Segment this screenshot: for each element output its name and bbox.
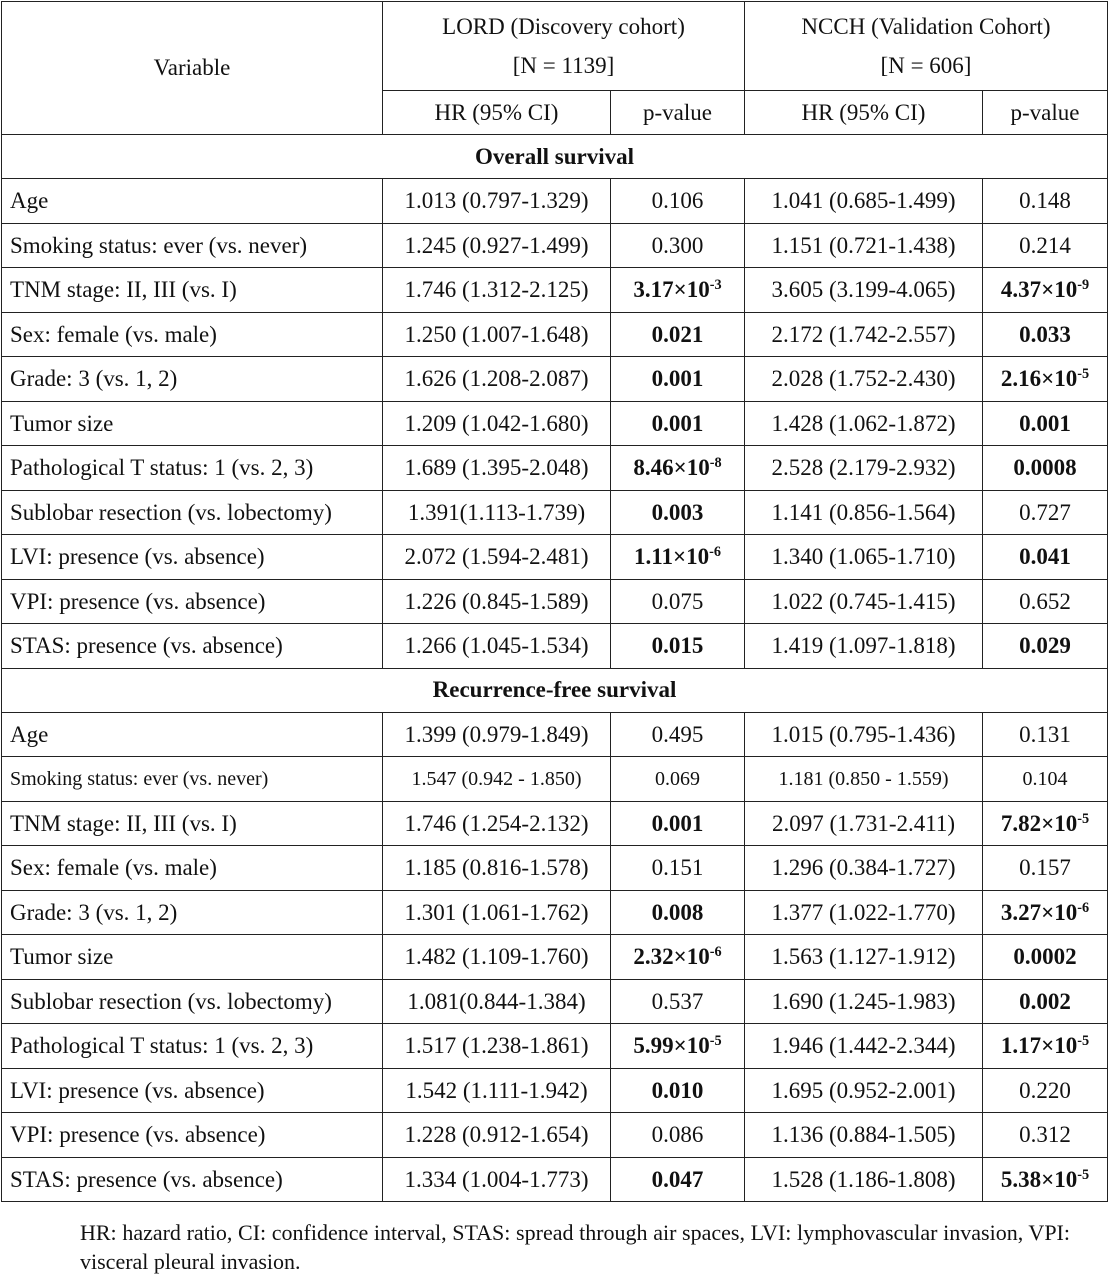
ncch-p-exponent: -5 [1077, 810, 1090, 827]
ncch-p-value [983, 490, 1108, 535]
ncch-hr-cell: 2.028 (1.752-2.430) [745, 357, 983, 402]
ncch-p-value-text: 0.727 [1019, 499, 1071, 525]
ncch-p-value [983, 446, 1108, 491]
lord-hr-cell: 1.746 (1.254-2.132) [383, 801, 611, 846]
ncch-hr-cell: 1.022 (0.745-1.415) [745, 579, 983, 624]
variable-cell: Sublobar resection (vs. lobectomy) [2, 979, 383, 1024]
lord-p-value-text: 1.11×10 [634, 544, 710, 570]
ncch-p-exponent: -5 [1077, 1033, 1090, 1050]
lord-p-value [611, 1113, 745, 1158]
table-row [2, 935, 1108, 980]
variable-cell: Sublobar resection (vs. lobectomy) [2, 490, 383, 535]
lord-p-value-text: 0.300 [651, 232, 704, 258]
variable-cell: VPI: presence (vs. absence) [2, 1113, 383, 1158]
ncch-hr-cell: 1.563 (1.127-1.912) [745, 935, 983, 980]
ncch-p-exponent: -6 [1077, 899, 1090, 916]
variable-cell: Age [2, 179, 383, 224]
lord-p-value [611, 1068, 745, 1113]
ncch-p-value-text: 0.029 [1019, 633, 1071, 659]
table-row [2, 401, 1108, 446]
variable-cell: STAS: presence (vs. absence) [2, 624, 383, 669]
ncch-cohort-n: [N = 606] [880, 53, 972, 78]
ncch-p-value [983, 757, 1108, 802]
section-title: Overall survival [2, 135, 1108, 179]
lord-hr-cell: 1.266 (1.045-1.534) [383, 624, 611, 669]
ncch-hr-cell: 1.181 (0.850 - 1.559) [745, 757, 983, 802]
lord-p-value-text: 0.001 [651, 810, 704, 836]
variable-cell: LVI: presence (vs. absence) [2, 535, 383, 580]
table-row [2, 624, 1108, 669]
ncch-p-exponent: -5 [1077, 366, 1090, 383]
lord-hr-cell: 1.517 (1.238-1.861) [383, 1024, 611, 1069]
lord-p-value [611, 757, 745, 802]
table-row [2, 712, 1108, 757]
table-row [2, 757, 1108, 802]
variable-cell: TNM stage: II, III (vs. I) [2, 268, 383, 313]
lord-p-exponent: -3 [709, 277, 722, 294]
ncch-p-value-text: 3.27×10 [1000, 899, 1078, 925]
ncch-p-value [983, 801, 1108, 846]
hazard-ratio-table [1, 1, 1108, 1202]
table-footnote: HR: hazard ratio, CI: confidence interval, STAS: spread through air spaces, LVI: lymphovascular invasion, VPI: visceral pleural invasion. [80, 1220, 1070, 1274]
ncch-hr-cell: 1.695 (0.952-2.001) [745, 1068, 983, 1113]
table-row [2, 579, 1108, 624]
ncch-p-value [983, 1113, 1108, 1158]
ncch-p-value [983, 357, 1108, 402]
lord-hr-cell: 1.245 (0.927-1.499) [383, 223, 611, 268]
lord-cohort-header [383, 2, 745, 91]
lord-p-value-text: 8.46×10 [633, 455, 710, 481]
lord-p-value-text: 3.17×10 [633, 277, 710, 303]
lord-p-value [611, 935, 745, 980]
lord-p-value [611, 1157, 745, 1202]
lord-p-value-text: 0.075 [651, 588, 704, 614]
lord-p-value [611, 312, 745, 357]
ncch-hr-cell: 2.097 (1.731-2.411) [745, 801, 983, 846]
ncch-hr-cell: 1.946 (1.442-2.344) [745, 1024, 983, 1069]
ncch-p-value [983, 1068, 1108, 1113]
ncch-p-value-text: 0.002 [1019, 988, 1071, 1014]
table-row [2, 312, 1108, 357]
lord-hr-cell: 1.209 (1.042-1.680) [383, 401, 611, 446]
table-row [2, 223, 1108, 268]
ncch-p-value-text: 0.0002 [1013, 944, 1077, 970]
ncch-p-value-text: 7.82×10 [1000, 810, 1078, 836]
table-row [2, 846, 1108, 891]
ncch-p-value-text: 0.312 [1019, 1122, 1071, 1148]
lord-hr-cell: 1.185 (0.816-1.578) [383, 846, 611, 891]
ncch-p-value-text: 0.104 [1022, 767, 1068, 790]
ncch-p-value [983, 1157, 1108, 1202]
lord-hr-cell: 1.013 (0.797-1.329) [383, 179, 611, 224]
ncch-p-value [983, 935, 1108, 980]
variable-cell: Smoking status: ever (vs. never) [2, 757, 383, 802]
lord-p-value-text: 0.001 [651, 410, 704, 436]
ncch-hr-cell: 1.296 (0.384-1.727) [745, 846, 983, 891]
lord-p-value-text: 0.047 [651, 1166, 704, 1192]
lord-hr-cell: 1.301 (1.061-1.762) [383, 890, 611, 935]
lord-p-value-text: 0.537 [651, 988, 704, 1014]
lord-p-value-text: 0.151 [651, 855, 704, 881]
lord-hr-cell: 1.250 (1.007-1.648) [383, 312, 611, 357]
table-row [2, 490, 1108, 535]
ncch-p-value-text: 0.0008 [1013, 455, 1077, 481]
variable-cell: STAS: presence (vs. absence) [2, 1157, 383, 1202]
section-title: Recurrence-free survival [2, 668, 1108, 712]
lord-hr-cell: 1.391(1.113-1.739) [383, 490, 611, 535]
lord-p-value-text: 0.010 [651, 1077, 704, 1103]
ncch-p-value [983, 268, 1108, 313]
lord-p-exponent: -6 [709, 944, 722, 961]
table-row [2, 1113, 1108, 1158]
variable-cell: VPI: presence (vs. absence) [2, 579, 383, 624]
lord-p-value [611, 579, 745, 624]
variable-header: Variable [2, 2, 383, 135]
ncch-p-value-text: 0.131 [1019, 721, 1071, 747]
lord-p-value-text: 0.001 [651, 366, 704, 392]
lord-p-value-text: 0.008 [651, 899, 704, 925]
variable-cell: Tumor size [2, 935, 383, 980]
ncch-p-value [983, 223, 1108, 268]
table-row [2, 890, 1108, 935]
ncch-cohort-title: NCCH (Validation Cohort) [801, 14, 1051, 39]
lord-p-value-text: 0.106 [651, 188, 704, 214]
ncch-hr-cell: 1.690 (1.245-1.983) [745, 979, 983, 1024]
lord-hr-cell: 2.072 (1.594-2.481) [383, 535, 611, 580]
ncch-hr-cell: 2.172 (1.742-2.557) [745, 312, 983, 357]
variable-cell: Sex: female (vs. male) [2, 846, 383, 891]
ncch-p-value [983, 179, 1108, 224]
lord-hr-cell: 1.334 (1.004-1.773) [383, 1157, 611, 1202]
variable-cell: TNM stage: II, III (vs. I) [2, 801, 383, 846]
lord-p-value-text: 0.495 [651, 721, 704, 747]
lord-cohort-title: LORD (Discovery cohort) [442, 14, 685, 39]
table-row [2, 268, 1108, 313]
lord-p-value-text: 0.015 [651, 633, 704, 659]
variable-cell: Pathological T status: 1 (vs. 2, 3) [2, 1024, 383, 1069]
lord-p-value [611, 624, 745, 669]
lord-hr-cell: 1.226 (0.845-1.589) [383, 579, 611, 624]
table-row [2, 446, 1108, 491]
variable-cell: Pathological T status: 1 (vs. 2, 3) [2, 446, 383, 491]
variable-cell: Grade: 3 (vs. 1, 2) [2, 890, 383, 935]
table-row [2, 179, 1108, 224]
ncch-p-value [983, 401, 1108, 446]
ncch-p-value-text: 1.17×10 [1000, 1033, 1078, 1059]
table-header [2, 2, 1108, 135]
lord-p-value-text: 5.99×10 [633, 1033, 710, 1059]
lord-hr-header: HR (95% CI) [383, 91, 611, 135]
lord-p-value [611, 446, 745, 491]
ncch-p-value [983, 979, 1108, 1024]
ncch-p-value-text: 5.38×10 [1000, 1166, 1078, 1192]
ncch-hr-header: HR (95% CI) [745, 91, 983, 135]
ncch-p-value-text: 2.16×10 [1000, 366, 1078, 392]
ncch-cohort-header [745, 2, 1108, 91]
table-row [2, 979, 1108, 1024]
ncch-hr-cell: 1.136 (0.884-1.505) [745, 1113, 983, 1158]
ncch-hr-cell: 1.340 (1.065-1.710) [745, 535, 983, 580]
lord-p-exponent: -8 [709, 455, 722, 472]
lord-p-value [611, 535, 745, 580]
variable-cell: Sex: female (vs. male) [2, 312, 383, 357]
lord-p-value [611, 268, 745, 313]
table-body [2, 135, 1108, 1202]
ncch-p-value-text: 0.001 [1019, 410, 1071, 436]
ncch-p-value-text: 0.157 [1019, 855, 1071, 881]
ncch-hr-cell: 1.528 (1.186-1.808) [745, 1157, 983, 1202]
lord-hr-cell: 1.746 (1.312-2.125) [383, 268, 611, 313]
lord-p-value-text: 0.086 [651, 1122, 704, 1148]
lord-hr-cell: 1.482 (1.109-1.760) [383, 935, 611, 980]
lord-p-value-text: 0.003 [651, 499, 704, 525]
lord-cohort-n: [N = 1139] [512, 53, 615, 78]
ncch-p-value [983, 890, 1108, 935]
ncch-p-header: p-value [983, 91, 1108, 135]
ncch-hr-cell: 1.151 (0.721-1.438) [745, 223, 983, 268]
ncch-p-value [983, 535, 1108, 580]
ncch-p-exponent: -9 [1077, 277, 1090, 294]
table-row [2, 535, 1108, 580]
lord-p-exponent: -6 [709, 544, 721, 561]
ncch-p-value-text: 0.214 [1019, 232, 1071, 258]
variable-cell: Tumor size [2, 401, 383, 446]
lord-p-value-text: 0.069 [655, 767, 700, 790]
ncch-p-value-text: 0.033 [1019, 321, 1071, 347]
lord-hr-cell: 1.547 (0.942 - 1.850) [383, 757, 611, 802]
lord-p-value [611, 712, 745, 757]
ncch-hr-cell: 1.141 (0.856-1.564) [745, 490, 983, 535]
ncch-hr-cell: 3.605 (3.199-4.065) [745, 268, 983, 313]
ncch-p-value-text: 0.148 [1019, 188, 1071, 214]
lord-p-value [611, 179, 745, 224]
ncch-hr-cell: 1.428 (1.062-1.872) [745, 401, 983, 446]
lord-p-value [611, 490, 745, 535]
variable-cell: Age [2, 712, 383, 757]
section-row [2, 668, 1108, 712]
ncch-p-value [983, 712, 1108, 757]
lord-p-value [611, 979, 745, 1024]
section-row [2, 135, 1108, 179]
ncch-p-value [983, 624, 1108, 669]
ncch-hr-cell: 1.377 (1.022-1.770) [745, 890, 983, 935]
ncch-p-value [983, 579, 1108, 624]
table-row [2, 357, 1108, 402]
table-row [2, 1068, 1108, 1113]
lord-hr-cell: 1.626 (1.208-2.087) [383, 357, 611, 402]
table-row [2, 801, 1108, 846]
ncch-hr-cell: 2.528 (2.179-2.932) [745, 446, 983, 491]
lord-p-value [611, 890, 745, 935]
ncch-p-value-text: 4.37×10 [1000, 277, 1078, 303]
ncch-p-value-text: 0.652 [1019, 588, 1071, 614]
ncch-p-value-text: 0.220 [1019, 1077, 1071, 1103]
lord-hr-cell: 1.542 (1.111-1.942) [383, 1068, 611, 1113]
ncch-p-value [983, 1024, 1108, 1069]
table-row [2, 1024, 1108, 1069]
lord-p-exponent: -5 [709, 1033, 722, 1050]
variable-cell: LVI: presence (vs. absence) [2, 1068, 383, 1113]
lord-p-value [611, 401, 745, 446]
lord-p-value [611, 801, 745, 846]
lord-p-value [611, 846, 745, 891]
lord-hr-cell: 1.228 (0.912-1.654) [383, 1113, 611, 1158]
table-row [2, 1157, 1108, 1202]
lord-hr-cell: 1.689 (1.395-2.048) [383, 446, 611, 491]
ncch-p-exponent: -5 [1077, 1166, 1090, 1183]
ncch-hr-cell: 1.419 (1.097-1.818) [745, 624, 983, 669]
ncch-p-value-text: 0.041 [1019, 544, 1071, 570]
lord-p-value [611, 357, 745, 402]
variable-cell: Smoking status: ever (vs. never) [2, 223, 383, 268]
lord-p-value-text: 2.32×10 [633, 944, 710, 970]
ncch-p-value [983, 846, 1108, 891]
lord-hr-cell: 1.399 (0.979-1.849) [383, 712, 611, 757]
lord-p-header: p-value [611, 91, 745, 135]
lord-hr-cell: 1.081(0.844-1.384) [383, 979, 611, 1024]
variable-cell: Grade: 3 (vs. 1, 2) [2, 357, 383, 402]
ncch-hr-cell: 1.015 (0.795-1.436) [745, 712, 983, 757]
ncch-p-value [983, 312, 1108, 357]
lord-p-value [611, 1024, 745, 1069]
lord-p-value [611, 223, 745, 268]
lord-p-value-text: 0.021 [651, 321, 704, 347]
ncch-hr-cell: 1.041 (0.685-1.499) [745, 179, 983, 224]
